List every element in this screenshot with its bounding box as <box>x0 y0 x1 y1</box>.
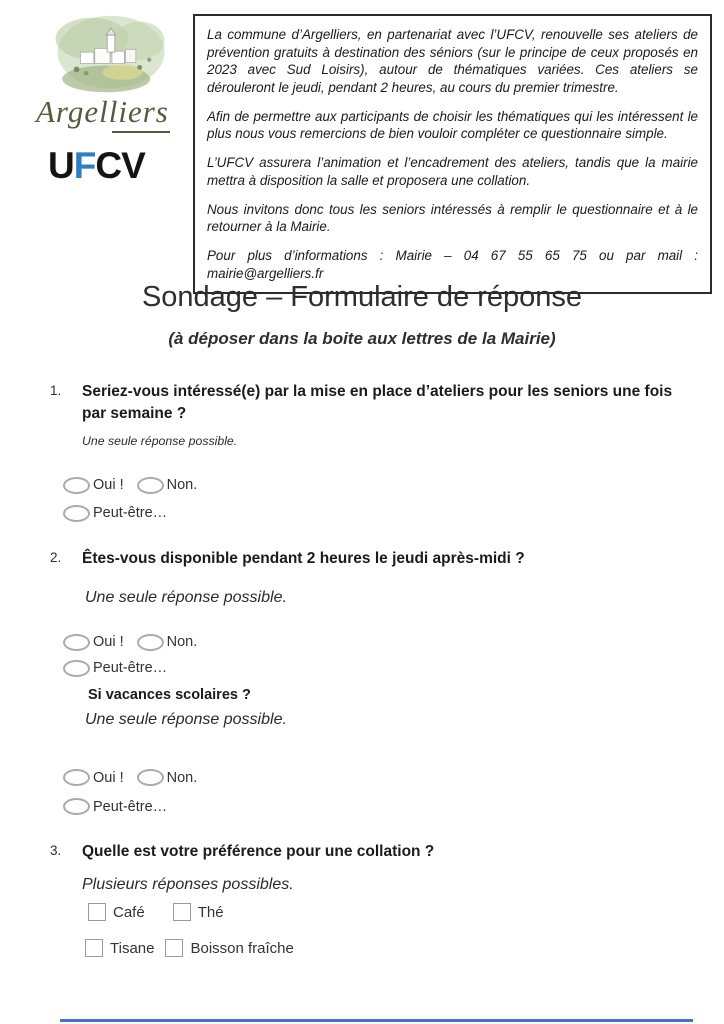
intro-paragraph-4: Nous invitons donc tous les seniors intéressés à remplir le questionnaire et à le retourner à la Mairie. <box>207 201 698 235</box>
intro-box <box>193 14 712 294</box>
option-row <box>63 471 197 499</box>
footer-rule <box>60 1019 693 1022</box>
intro-paragraph-contact: Pour plus d’informations : Mairie – 04 67 55 65 75 ou par mail : mairie@argelliers.fr <box>207 247 698 281</box>
page-title: Sondage – Formulaire de réponse <box>141 281 583 313</box>
subquestion-hint: Une seule réponse possible. <box>85 711 287 728</box>
radio-q1-oui[interactable] <box>63 477 90 494</box>
checkbox-row <box>85 939 294 957</box>
checkbox-row <box>88 903 224 921</box>
subquestion-title: Si vacances scolaires ? <box>88 687 251 703</box>
option-label: Boisson fraîche <box>190 939 294 957</box>
ufcv-letter-u: U <box>48 145 74 186</box>
village-watercolor-image <box>52 12 170 98</box>
radio-q2-oui[interactable] <box>63 634 90 651</box>
option-non <box>137 634 198 651</box>
question-1-number: 1. <box>50 383 62 398</box>
intro-paragraph-2: Afin de permettre aux participants de choisir les thématiques qui les intéressent le plus nous vous remercions de bien vouloir compléter ce questionnaire simple. <box>207 108 698 142</box>
subquestion-options <box>63 763 197 821</box>
option-cafe <box>88 903 145 921</box>
question-2-number: 2. <box>50 550 62 565</box>
radio-q2-non[interactable] <box>137 634 164 651</box>
option-row <box>63 763 197 792</box>
option-label: Peut-être… <box>93 660 168 676</box>
checkbox-the[interactable] <box>173 903 191 921</box>
option-label: Non. <box>166 769 198 786</box>
option-label: Thé <box>197 903 224 921</box>
question-1 <box>50 381 682 424</box>
question-1-text: Seriez-vous intéressé(e) par la mise en place d’ateliers pour les seniors une fois par semaine ? <box>82 383 673 422</box>
option-label: Oui ! <box>93 634 124 650</box>
checkbox-tisane[interactable] <box>85 939 103 957</box>
option-the <box>173 903 224 921</box>
option-label: Non. <box>166 634 198 650</box>
question-2 <box>50 548 682 570</box>
question-2-text: Êtes-vous disponible pendant 2 heures le jeudi après-midi ? <box>82 550 525 567</box>
option-oui <box>63 477 124 494</box>
option-label: Peut-être… <box>93 798 168 815</box>
option-row <box>63 629 197 655</box>
option-label: Oui ! <box>93 769 124 786</box>
option-non <box>137 769 198 786</box>
option-oui <box>63 769 124 786</box>
question-3 <box>50 841 682 863</box>
question-3-text: Quelle est votre préférence pour une collation ? <box>82 843 435 860</box>
radio-q2-vacances-peut-etre[interactable] <box>63 798 90 815</box>
radio-q1-non[interactable] <box>137 477 164 494</box>
checkbox-boisson-fraiche[interactable] <box>165 939 183 957</box>
question-2-hint: Une seule réponse possible. <box>85 589 287 606</box>
question-3-number: 3. <box>50 843 62 858</box>
ufcv-logo <box>48 145 194 187</box>
option-row <box>63 655 197 681</box>
option-peut-etre <box>63 660 167 677</box>
question-1-hint: Une seule réponse possible. <box>82 434 238 448</box>
option-label: Oui ! <box>93 477 124 493</box>
question-2-options <box>63 629 197 681</box>
radio-q2-peut-etre[interactable] <box>63 660 90 677</box>
option-label: Peut-être… <box>93 505 168 521</box>
checkbox-cafe[interactable] <box>88 903 106 921</box>
option-peut-etre <box>63 798 167 815</box>
option-row <box>63 499 197 527</box>
question-1-options <box>63 471 197 527</box>
radio-q1-peut-etre[interactable] <box>63 505 90 522</box>
option-boisson-fraiche <box>165 939 293 957</box>
option-label: Café <box>113 903 145 921</box>
radio-q2-vacances-oui[interactable] <box>63 769 90 786</box>
question-3-hint: Plusieurs réponses possibles. <box>82 876 294 893</box>
intro-paragraph-3: L’UFCV assurera l’animation et l’encadrement des ateliers, tandis que la mairie mettra à disposition la salle et proposera une collation. <box>207 155 698 188</box>
option-row <box>63 792 197 821</box>
intro-paragraph-1: La commune d’Argelliers, en partenariat avec l’UFCV, renouvelle ses ateliers de prévention gratuits à destination des séniors (sur le principe de ceux proposés en 2023 avec Sud Loisirs), autour de thématiques variées. Ces ateliers se dérouleront le jeudi, pendant 2 heures, au cours du premier trimestre. <box>207 27 698 96</box>
page-subtitle: (à déposer dans la boite aux lettres de la Mairie) <box>168 329 556 348</box>
argelliers-logo <box>36 12 194 187</box>
radio-q2-vacances-non[interactable] <box>137 769 164 786</box>
option-non <box>137 477 198 494</box>
option-oui <box>63 634 124 651</box>
logo-underline <box>112 131 170 133</box>
option-label: Non. <box>166 477 198 493</box>
commune-name: Argelliers <box>36 94 169 129</box>
ufcv-letter-f: F <box>73 145 96 186</box>
option-label: Tisane <box>110 939 155 957</box>
option-peut-etre <box>63 505 167 522</box>
ufcv-letters-cv: CV <box>95 145 145 186</box>
option-tisane <box>85 939 154 957</box>
